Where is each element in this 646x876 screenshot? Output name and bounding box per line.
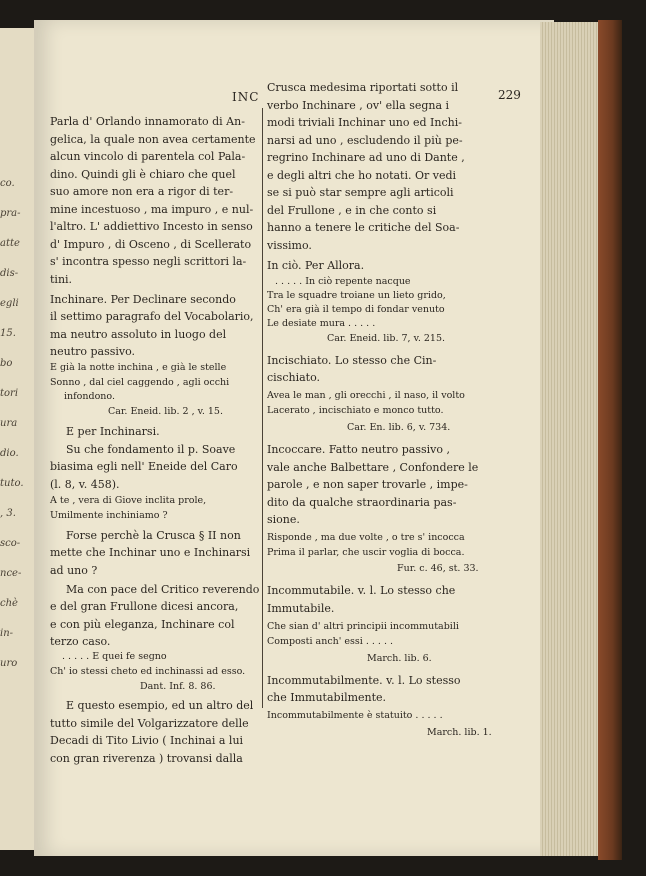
right-column-line: Fur. c. 46, st. 33. [397, 563, 479, 574]
page-number: 229 [498, 88, 521, 102]
margin-fragment: in- [0, 628, 14, 639]
right-column-line: Immutabile. [267, 601, 335, 615]
right-column-line: Incoccare. Fatto neutro passivo , [267, 443, 450, 456]
left-column-line: . . . . . E quei fe segno [62, 651, 167, 662]
left-column-line: biasima egli nell' Eneide del Caro [50, 460, 238, 473]
left-column-line: Parla d' Orlando innamorato di An- [50, 115, 245, 128]
margin-fragment: 15. [0, 328, 16, 339]
right-column-line: verbo Inchinare , ov' ella segna i [267, 98, 450, 112]
left-column-line: tutto simile del Volgarizzatore delle [50, 716, 249, 730]
right-column-line: narsi ad uno , escludendo il più pe- [267, 133, 463, 147]
left-column-line: e con più eleganza, Inchinare col [50, 617, 235, 631]
margin-fragment: sco- [0, 538, 21, 549]
right-column-line: Incommutabile. v. l. Lo stesso che [267, 584, 456, 597]
left-column-line: l'altro. L' addiettivo Incesto in senso [50, 220, 253, 233]
left-column-line: tini. [50, 272, 73, 286]
right-column-line: Incommutabilmente. v. l. Lo stesso [267, 673, 461, 687]
right-column-line: cischiato. [267, 371, 320, 384]
margin-fragment: chè [0, 598, 18, 609]
left-column-line: mine incestuoso , ma impuro , e nul- [50, 202, 254, 216]
margin-fragment: uro [0, 658, 18, 669]
margin-fragment: co. [0, 178, 15, 189]
left-column-line: ad uno ? [50, 563, 98, 577]
margin-fragment: egli [0, 298, 19, 309]
right-column-line: modi triviali Inchinar uno ed Inchi- [267, 116, 462, 129]
margin-fragment: bo [0, 358, 13, 369]
left-column-line: terzo caso. [50, 635, 111, 648]
right-column-line: del Frullone , e in che conto si [267, 203, 437, 217]
right-column-line: Composti anch' essi . . . . . [267, 635, 394, 647]
right-column-line: Avea le man , gli orecchi , il naso, il volto [267, 390, 465, 401]
right-column-line: regrino Inchinare ad uno di Dante , [267, 151, 465, 164]
left-column-line: Dant. Inf. 8. 86. [140, 681, 216, 692]
left-column-line: dino. Quindi gli è chiaro che quel [50, 167, 236, 181]
book-cover [598, 20, 622, 860]
left-column-line: mette che Inchinar uno e Inchinarsi [50, 546, 251, 559]
right-column-line: Lacerato , incischiato e monco tutto. [267, 405, 444, 416]
right-column-line: Car. En. lib. 6, v. 734. [347, 422, 451, 433]
left-column-line: con gran riverenza ) trovansi dalla [50, 751, 243, 765]
column-divider [262, 108, 263, 708]
margin-fragment: , 3. [0, 508, 16, 519]
left-column-line: E per Inchinarsi. [66, 425, 160, 438]
left-column-line: gelica, la quale non avea certamente [50, 132, 256, 146]
left-column-line: alcun vincolo di parentela col Pala- [50, 150, 246, 163]
margin-fragment: ura [0, 418, 18, 429]
left-column-line: d' Impuro , di Osceno , di Scellerato [50, 237, 252, 251]
right-column-line: hanno a tenere le critiche del Soa- [267, 221, 460, 234]
right-column-line: vissimo. [267, 238, 312, 252]
right-column-line: sione. [267, 513, 300, 526]
right-column-line: Tra le squadre troiane un lieto grido, [267, 289, 446, 301]
left-column-line: Car. Eneid. lib. 2 , v. 15. [108, 406, 223, 417]
left-column-line: Forse perchè la Crusca § II non [66, 528, 241, 542]
right-column-line: che Immutabilmente. [267, 691, 387, 704]
right-column-line: In ciò. Per Allora. [267, 258, 365, 272]
left-page-edge [0, 28, 38, 850]
right-column-line: Che sian d' altri principii incommutabili [267, 620, 459, 632]
left-column-line: Sonno , dal ciel caggendo , agli occhi [50, 376, 230, 388]
left-column-line: Su che fondamento il p. Soave [66, 442, 236, 456]
margin-fragment: tuto. [0, 478, 24, 489]
left-column-line: suo amore non era a rigor di ter- [50, 185, 234, 198]
right-column-line: Le desiate mura . . . . . [267, 317, 376, 329]
left-column-line: Ch' io stessi cheto ed inchinassi ad esso. [50, 665, 246, 677]
right-column-line: Incommutabilmente è statuito . . . . . [267, 710, 443, 721]
left-column-line: (l. 8, v. 458). [50, 477, 120, 491]
left-column-line: e del gran Frullone dicesi ancora, [50, 600, 239, 613]
left-column-line: A te , vera di Giove inclita prole, [50, 495, 207, 506]
left-column-line: Decadi di Tito Livio ( Inchinai a lui [50, 734, 244, 747]
right-column-line: Crusca medesima riportati sotto il [267, 81, 459, 94]
left-column-line: s' incontra spesso negli scrittori la- [50, 255, 247, 268]
right-column-line: Prima il parlar, che uscir voglia di bocca. [267, 547, 465, 558]
margin-fragment: atte [0, 238, 20, 249]
left-column-line: il settimo paragrafo del Vocabolario, [50, 310, 254, 323]
left-column-line: E già la notte inchina , e già le stelle [50, 362, 227, 373]
right-column-line: e degli altri che ho notati. Or vedi [267, 168, 457, 182]
left-column-line: E questo esempio, ed un altro del [66, 699, 254, 712]
left-column-line: infondono. [64, 391, 116, 402]
right-column-line: Car. Eneid. lib. 7, v. 215. [327, 332, 446, 344]
right-column-line: March. lib. 6. [367, 652, 432, 664]
left-column-line: Inchinare. Per Declinare secondo [50, 292, 236, 306]
left-column-line: Ma con pace del Critico reverendo [66, 582, 260, 596]
right-column-line: Ch' era già il tempo di fondar venuto [267, 303, 445, 315]
margin-fragment: nce- [0, 568, 22, 579]
margin-fragment: dio. [0, 448, 19, 459]
left-column-line: neutro passivo. [50, 345, 136, 358]
margin-fragment: pra- [0, 208, 21, 219]
right-column-line: Risponde , ma due volte , o tre s' incocca [267, 532, 465, 543]
right-column-line: vale anche Balbettare , Confondere le [267, 460, 479, 474]
left-column-line: ma neutro assoluto in luogo del [50, 327, 227, 341]
margin-fragment: tori [0, 388, 19, 399]
right-column-line: . . . . . In ciò repente nacque [275, 275, 411, 287]
left-column-line: Umilmente inchiniamo ? [50, 509, 168, 521]
right-column-line: se si può star sempre agli articoli [267, 186, 454, 199]
running-head: INC [232, 90, 260, 104]
right-column-line: Incischiato. Lo stesso che Cin- [267, 353, 437, 367]
margin-fragment: dis- [0, 268, 19, 279]
right-column-line: March. lib. 1. [427, 727, 492, 738]
right-column-line: parole , e non saper trovarle , impe- [267, 478, 468, 491]
right-column-line: dito da qualche straordinaria pas- [267, 495, 457, 509]
